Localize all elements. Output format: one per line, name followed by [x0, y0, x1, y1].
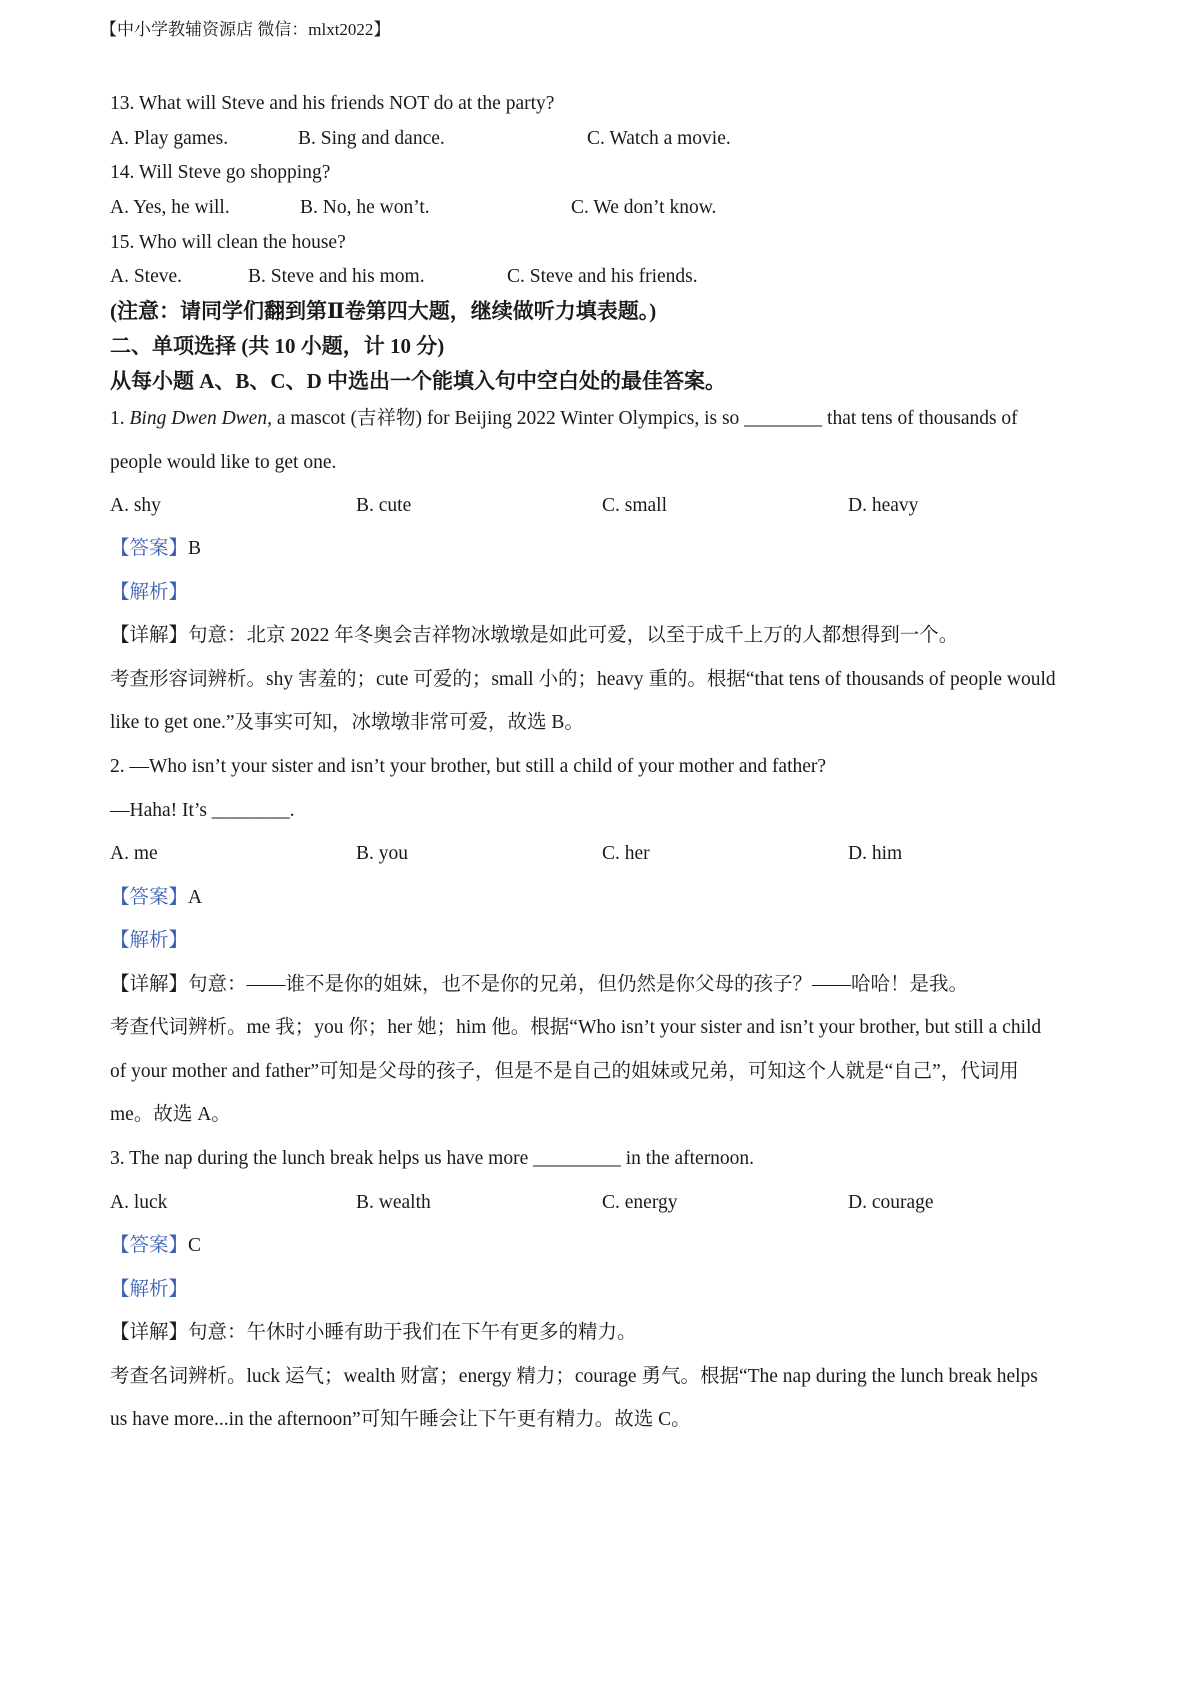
answer-value: B [188, 538, 202, 559]
q3-explanation-line1: 考查名词辨析。luck 运气；wealth 财富；energy 精力；courage 勇气。根据“The nap during the lunch break helps [110, 1366, 1038, 1387]
question-14-options [110, 196, 1110, 220]
q3-detail [110, 1321, 637, 1345]
option-c: C. We don’t know. [571, 197, 717, 218]
page-header: 【中小学教辅资源店 微信：mlxt2022】 [100, 20, 391, 39]
option-c: C. Watch a movie. [587, 128, 731, 149]
question-15: 15. Who will clean the house? [110, 232, 346, 253]
q2-explanation-line3: me。故选 A。 [110, 1104, 231, 1125]
q3-analysis-label: 【解析】 [110, 1279, 189, 1300]
section-title: 二、单项选择 (共 10 小题，计 10 分) [110, 334, 445, 358]
q1-options [110, 494, 1110, 518]
q1-italic-name: Bing Dwen Dwen, [129, 408, 272, 429]
option-a: A. Play games. [110, 128, 229, 149]
q1-number: 1. [110, 408, 130, 429]
option-b: B. No, he won’t. [300, 197, 430, 218]
option-b: B. Sing and dance. [298, 128, 445, 149]
option-a: A. Yes, he will. [110, 197, 230, 218]
detail-text: 句意：——谁不是你的姐妹，也不是你的兄弟，但仍然是你父母的孩子？——哈哈！是我。 [188, 974, 969, 995]
q3-explanation-line2: us have more...in the afternoon”可知午睡会让下午更有精力。故选 C。 [110, 1409, 691, 1430]
option-a: A. luck [110, 1192, 168, 1213]
option-a: A. me [110, 843, 158, 864]
option-c: C. her [602, 843, 650, 864]
q2-analysis-label: 【解析】 [110, 930, 189, 951]
option-b: B. Steve and his mom. [248, 266, 425, 287]
q3-answer [110, 1234, 201, 1258]
option-c: C. Steve and his friends. [507, 266, 698, 287]
q1-line1 [110, 407, 1018, 431]
q2-line1: 2. —Who isn’t your sister and isn’t your brother, but still a child of your mother and father? [110, 756, 827, 777]
option-d: D. courage [848, 1192, 934, 1213]
q2-line2: —Haha! It’s ________. [110, 800, 295, 821]
detail-label: 【详解】 [110, 1322, 189, 1343]
option-c: C. small [602, 495, 668, 516]
q3-options [110, 1191, 1110, 1215]
q1-analysis-label: 【解析】 [110, 582, 189, 603]
section-instruction: 从每小题 A、B、C、D 中选出一个能填入句中空白处的最佳答案。 [110, 369, 727, 393]
option-d: D. him [848, 843, 903, 864]
detail-text: 句意：北京 2022 年冬奥会吉祥物冰墩墩是如此可爱，以至于成千上万的人都想得到一个。 [188, 625, 959, 646]
q2-answer [110, 886, 202, 910]
question-13-options [110, 127, 1110, 151]
q1-line2: people would like to get one. [110, 452, 337, 473]
question-13: 13. What will Steve and his friends NOT do at the party? [110, 93, 555, 114]
q2-explanation-line1: 考查代词辨析。me 我；you 你；her 她；him 他。根据“Who isn’t your sister and isn’t your brother, but still a child [110, 1017, 1042, 1038]
detail-label: 【详解】 [110, 625, 189, 646]
q1-line1-text: a mascot (吉祥物) for Beijing 2022 Winter Olympics, is so ________ that tens of thousands of [271, 408, 1018, 429]
option-b: B. cute [356, 495, 412, 516]
answer-label: 【答案】 [110, 1235, 189, 1256]
detail-text: 句意：午休时小睡有助于我们在下午有更多的精力。 [188, 1322, 637, 1343]
answer-value: A [188, 887, 203, 908]
option-b: B. wealth [356, 1192, 431, 1213]
q1-explanation-line1: 考查形容词辨析。shy 害羞的；cute 可爱的；small 小的；heavy 重的。根据“that tens of thousands of people would [110, 669, 1056, 690]
detail-label: 【详解】 [110, 974, 189, 995]
question-15-options [110, 265, 1110, 289]
option-b: B. you [356, 843, 409, 864]
q2-detail [110, 973, 968, 997]
q2-explanation-line2: of your mother and father”可知是父母的孩子，但是不是自己的姐妹或兄弟，可知这个人就是“自己”，代词用 [110, 1061, 1019, 1082]
q1-explanation-line2: like to get one.”及事实可知，冰墩墩非常可爱，故选 B。 [110, 712, 584, 733]
question-14: 14. Will Steve go shopping? [110, 162, 331, 183]
answer-value: C [188, 1235, 202, 1256]
q2-options [110, 842, 1110, 866]
answer-label: 【答案】 [110, 887, 189, 908]
option-a: A. Steve. [110, 266, 183, 287]
option-a: A. shy [110, 495, 161, 516]
q1-answer [110, 537, 201, 561]
option-c: C. energy [602, 1192, 678, 1213]
option-d: D. heavy [848, 495, 919, 516]
notice: (注意：请同学们翻到第Ⅱ卷第四大题，继续做听力填表题。) [110, 299, 657, 323]
q1-detail [110, 624, 958, 648]
answer-label: 【答案】 [110, 538, 189, 559]
q3-line1: 3. The nap during the lunch break helps us have more _________ in the afternoon. [110, 1148, 755, 1169]
